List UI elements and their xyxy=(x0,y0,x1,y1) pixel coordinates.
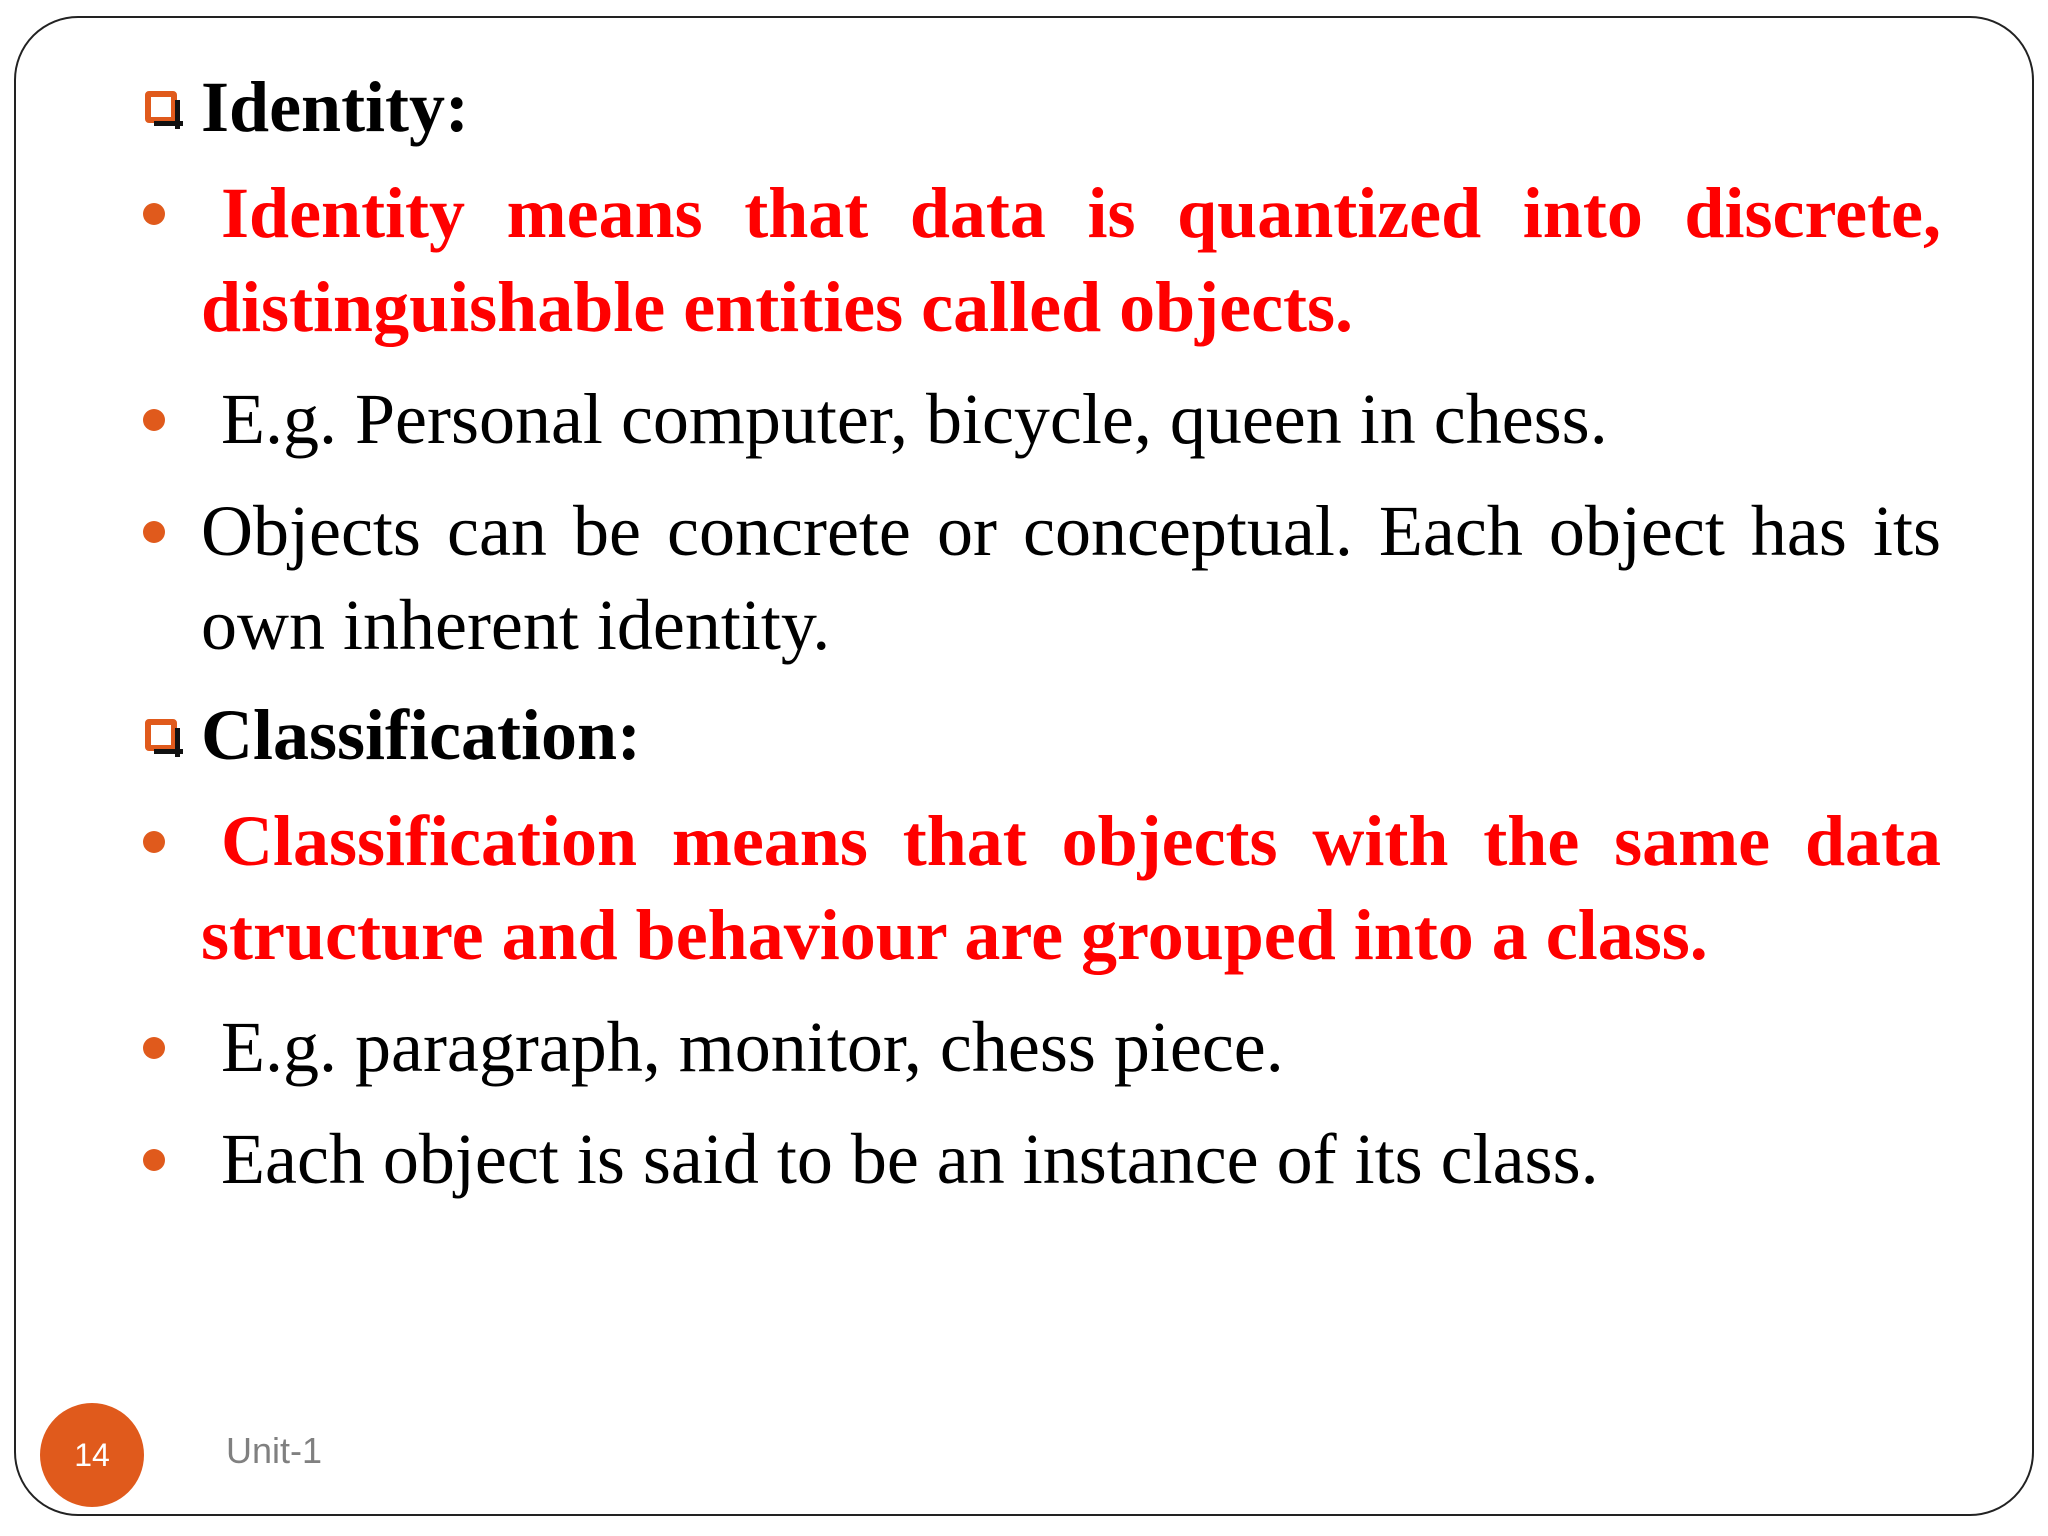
bullet-dot-icon xyxy=(143,409,165,431)
checkbox-icon xyxy=(145,91,177,123)
bullet-identity-example xyxy=(141,372,1941,466)
page-number: 14 xyxy=(74,1436,110,1473)
bullet-text: E.g. paragraph, monitor, chess piece. xyxy=(221,1007,1284,1087)
bullet-text: Identity means that data is quantized into discrete, distinguishable entities called objects. xyxy=(201,173,1941,347)
bullet-classification-example xyxy=(141,1000,1941,1094)
bullet-dot-icon xyxy=(143,831,165,853)
heading-text: Classification: xyxy=(201,695,641,775)
bullet-dot-icon xyxy=(143,203,165,225)
bullet-classification-definition xyxy=(141,794,1941,982)
section-heading-classification xyxy=(141,690,1941,780)
page-number-badge xyxy=(40,1403,144,1507)
slide xyxy=(14,16,2034,1516)
bullet-dot-icon xyxy=(143,1037,165,1059)
bullet-identity-definition xyxy=(141,166,1941,354)
bullet-dot-icon xyxy=(143,521,165,543)
bullet-text: Each object is said to be an instance of its class. xyxy=(221,1119,1599,1199)
footer-label: Unit-1 xyxy=(226,1430,323,1471)
bullet-identity-objects xyxy=(141,484,1941,672)
checkbox-icon xyxy=(145,719,177,751)
bullet-classification-instance xyxy=(141,1112,1941,1206)
bullet-dot-icon xyxy=(143,1149,165,1171)
section-heading-identity xyxy=(141,62,1941,152)
slide-content xyxy=(141,62,1941,1224)
bullet-text: Classification means that objects with the same data structure and behaviour are grouped into a class. xyxy=(201,801,1941,975)
heading-text: Identity: xyxy=(201,67,469,147)
bullet-text: E.g. Personal computer, bicycle, queen in chess. xyxy=(221,379,1608,459)
bullet-text: Objects can be concrete or conceptual. Each object has its own inherent identity. xyxy=(201,491,1941,665)
